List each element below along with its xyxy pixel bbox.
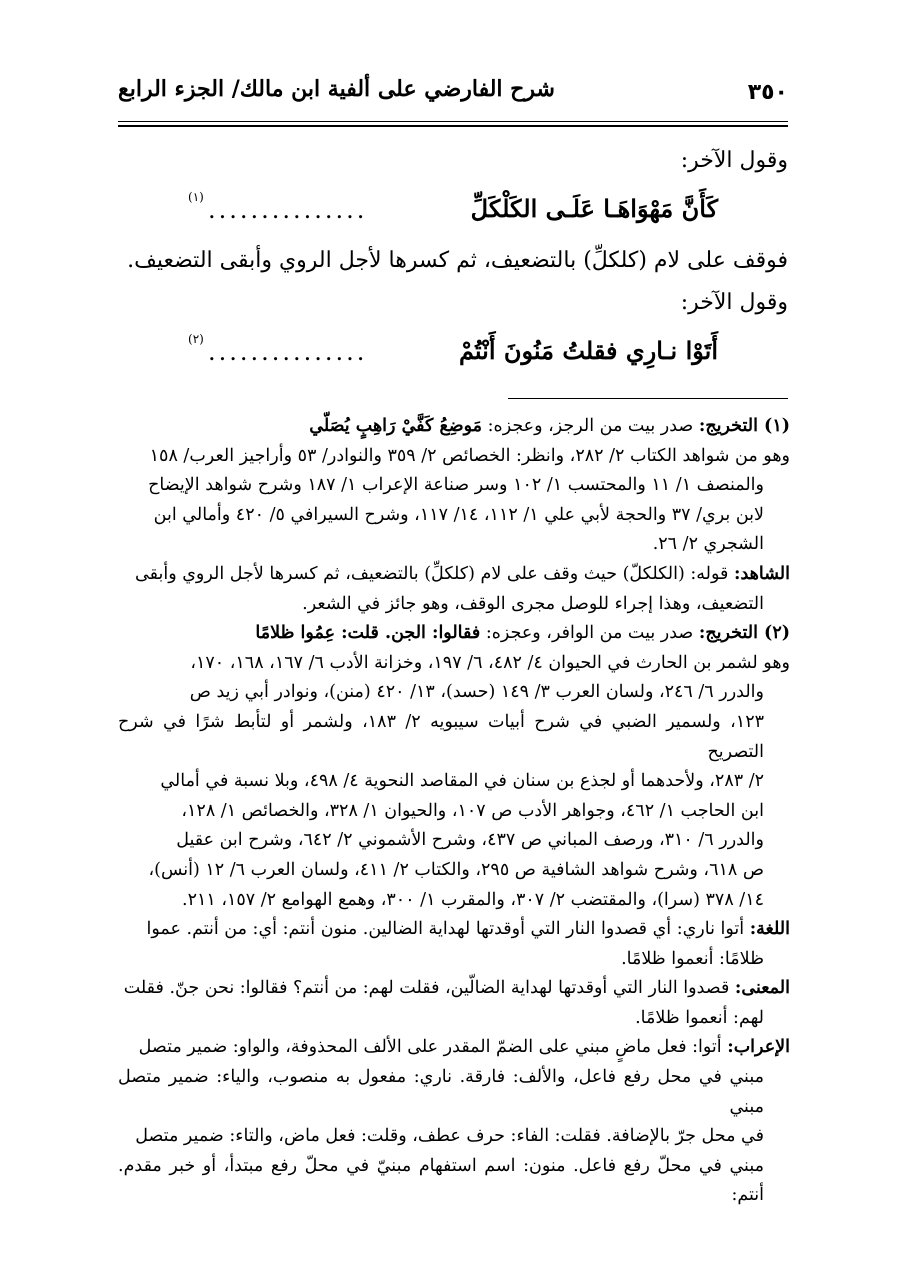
footnote-2-second-half: فقالوا: الجن. قلت: عِمُوا ظلامًا (255, 623, 481, 644)
footnote-2-line: ص ٦١٨، وشرح شواهد الشافية ص ٢٩٥، والكتاب ٢/ ٤١١، ولسان العرب ٦/ ١٢ (أنس)، (148, 859, 764, 880)
main-text (118, 140, 788, 382)
footnote-2-source: صدر بيت من الوافر، وعجزه: (485, 623, 694, 644)
footnote-2-heading (118, 619, 790, 649)
lugha-section (118, 915, 790, 945)
verse-2-dots: ............... (208, 338, 368, 366)
irab-text-cont: مبني في محل رفع فاعل، والألف: فارقة. ناري: مفعول به منصوب، والياء: ضمير متصل مبني (118, 1067, 764, 1117)
footnote-2-line: ٢/ ٢٨٣، ولأحدهما أو لجذع بن سنان في المقاصد النحوية ٤/ ٤٩٨، وبلا نسبة في أمالي (160, 771, 764, 792)
footnote-2-line: ١٤/ ٣٧٨ (سرا)، والمقتضب ٢/ ٣٠٧، والمقرب ١/ ٣٠٠، وهمع الهوامع ٢/ ١٥٧، ٢١١. (182, 889, 764, 910)
irab-text-cont: مبني في محلّ رفع فاعل. منون: اسم استفهام مبنيّ في محلّ رفع مبتدأ، أو خبر مقدم. أنتم: (118, 1155, 764, 1206)
mana-section (118, 974, 790, 1004)
lugha-label: اللغة: (749, 919, 790, 940)
verse-1-hemistich: كَأَنَّ مَهْوَاهَـا عَلَـى الكَلْكَلِّ (470, 194, 718, 223)
irab-label: الإعراب: (727, 1037, 790, 1058)
header-rule (118, 121, 788, 122)
mana-text-cont: لهم: أنعموا ظلامًا. (635, 1007, 764, 1028)
mana-text: قصدوا النار التي أوقدتها لهداية الضالّين، فقلت لهم: من أنتم؟ فقالوا: نحن جنّ. فقلت (123, 978, 730, 999)
shahid-text: قوله: (الكلكلّ) حيث وقف على لام (كلكلِّ) بالتضعيف، ثم كسرها لأجل الروي وأبقى (135, 563, 729, 584)
footnote-1-line: وهو من شواهد الكتاب ٢/ ٢٨٢، وانظر: الخصائص ٢/ ٣٥٩ والنوادر/ ٥٣ وأراجيز العرب/ ١٥٨ (149, 445, 790, 466)
footnote-1-heading (118, 412, 790, 442)
footnote-1-shahid (118, 560, 790, 590)
footnotes (118, 412, 790, 1211)
footnote-1-label: (١) التخريج: (698, 416, 790, 436)
page-header (118, 72, 788, 112)
irab-text: أتوا: فعل ماضٍ مبني على الضمّ المقدر على الألف المحذوفة، والواو: ضمير متصل (138, 1037, 722, 1058)
verse-1 (118, 182, 788, 240)
footnote-1-source: صدر بيت من الرجز، وعجزه: (487, 416, 694, 436)
footnote-2-line: وهو لشمر بن الحارث في الحيوان ٤/ ٤٨٢، ٦/ ١٩٧، وخزانة الأدب ٦/ ١٦٧، ١٦٨، ١٧٠، (190, 652, 790, 673)
running-title: شرح الفارضي على ألفية ابن مالك/ الجزء الرابع (118, 76, 555, 102)
footnote-2-line: والدرر ٦/ ٣١٠، ورصف المباني ص ٤٣٧، وشرح الأشموني ٢/ ٦٤٢، وشرح ابن عقيل (176, 830, 764, 851)
shahid-label: الشاهد: (733, 563, 790, 584)
irab-text-cont: في محل جرّ بالإضافة. فقلت: الفاء: حرف عطف، وقلت: فعل ماض، والتاء: ضمير متصل (135, 1126, 764, 1147)
footnote-1-second-half: مَوضِعُ كَفَّيْ رَاهِبٍ يُصَلّي (309, 416, 483, 436)
verse-intro-1: وقول الآخر: (680, 148, 788, 173)
page-number: ٣٥٠ (747, 80, 788, 105)
lugha-text-cont: ظلامًا: أنعموا ظلامًا. (621, 948, 764, 969)
explanation: فوقف على لام (كلكلِّ) بالتضعيف، ثم كسرها لأجل الروي وأبقى التضعيف. (127, 248, 788, 273)
footnote-2-line: والدرر ٦/ ٢٤٦، ولسان العرب ٣/ ١٤٩ (حسد)، ١٣/ ٤٢٠ (منن)، ونوادر أبي زيد ص (189, 682, 764, 703)
lugha-text: أتوا ناري: أي قصدوا النار التي أوقدتها لهداية الضالين. منون أنتم: أي: من أنتم. عموا (146, 919, 745, 940)
header-rule-thick (118, 125, 788, 127)
footnote-1-line: لابن بري/ ٣٧ والحجة لأبي علي ١/ ١١٢، ١٤/ ١١٧، وشرح السيرافي ٥/ ٤٢٠ وأمالي ابن (153, 504, 764, 525)
verse-1-dots: ............... (208, 196, 368, 224)
verse-2-hemistich: أَتَوْا نـارِي فقلتُ مَنُونَ أَنْتُمْ (458, 336, 718, 365)
footnote-ref-2: (٢) (188, 332, 204, 346)
footnote-2-line: ابن الحاجب ١/ ٤٦٢، وجواهر الأدب ص ١٠٧، والحيوان ١/ ٣٢٨، والخصائص ١/ ١٢٨، (181, 800, 764, 821)
footnote-2-label: (٢) التخريج: (698, 623, 790, 644)
footnote-separator (508, 398, 788, 399)
footnote-ref-1: (١) (188, 190, 204, 204)
footnote-1-line: والمنصف ١/ ١١ والمحتسب ١/ ١٠٢ وسر صناعة الإعراب ١/ ١٨٧ وشرح شواهد الإيضاح (148, 475, 764, 496)
shahid-text-cont: التضعيف، وهذا إجراء للوصل مجرى الوقف، وهو جائز في الشعر. (302, 593, 764, 614)
verse-2 (118, 324, 788, 382)
mana-label: المعنى: (734, 978, 790, 999)
footnote-1-line: الشجري ٢/ ٢٦. (652, 534, 764, 555)
irab-section (118, 1033, 790, 1063)
footnote-2-line: ١٢٣، ولسمير الضبي في شرح أبيات سيبويه ٢/ ١٨٣، ولشمر أو لتأبط شرًا في شرح التصريح (118, 711, 764, 762)
verse-intro-2: وقول الآخر: (680, 290, 788, 315)
